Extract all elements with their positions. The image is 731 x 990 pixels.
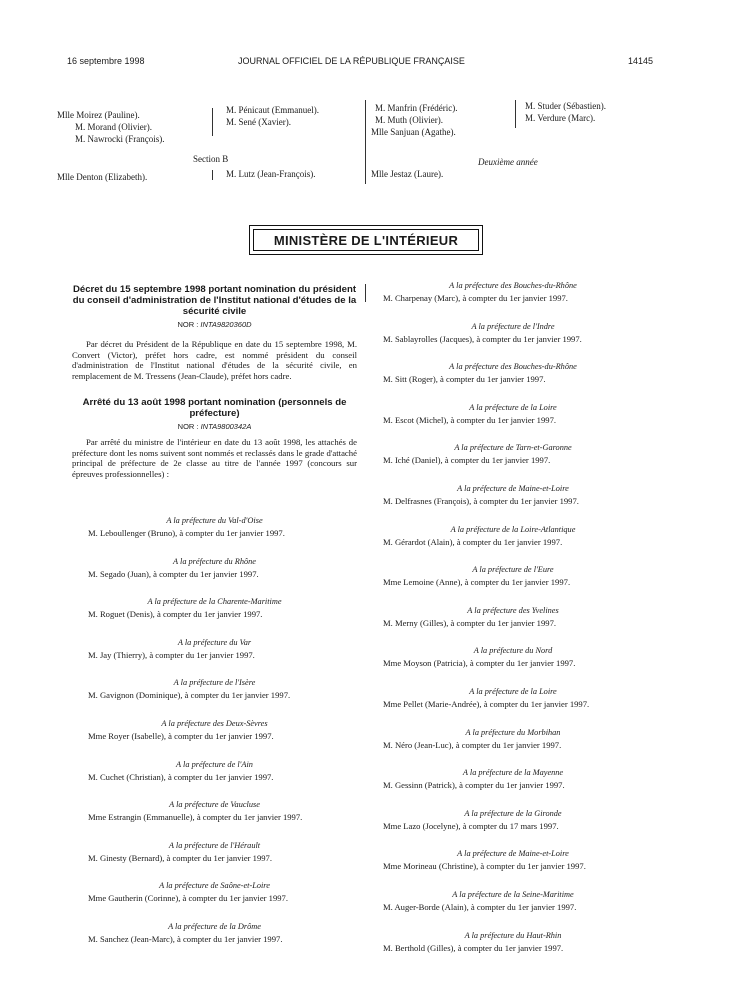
- prefecture-heading: A la préfecture de la Charente-Maritime: [147, 597, 282, 607]
- name-item: M. Studer (Sébastien).: [525, 101, 606, 111]
- prefecture-heading: A la préfecture de Vaucluse: [169, 800, 260, 810]
- prefecture-heading: A la préfecture du Rhône: [173, 556, 256, 566]
- arrete-nor: [72, 422, 357, 431]
- prefecture-heading: A la préfecture des Deux-Sèvres: [161, 718, 268, 728]
- name-item: Mlle Denton (Elizabeth).: [57, 172, 148, 182]
- prefecture-heading: A la préfecture de la Seine-Maritime: [452, 889, 574, 899]
- prefecture-heading: A la préfecture de Saône-et-Loire: [159, 881, 270, 891]
- appointment-entry: M. Escot (Michel), à compter du 1er janvier 1997.: [383, 414, 557, 425]
- name-item: Mlle Sanjuan (Agathe).: [371, 127, 456, 137]
- prefecture-heading: A la préfecture des Bouches-du-Rhône: [449, 362, 577, 372]
- appointment-entry: M. Delfrasnes (François), à compter du 1er janvier 1997.: [383, 495, 579, 506]
- appointment-entry: Mme Lazo (Jocelyne), à compter du 17 mars 1997.: [383, 820, 559, 831]
- column-divider: [365, 284, 366, 302]
- appointment-entry: Mme Royer (Isabelle), à compter du 1er janvier 1997.: [88, 730, 274, 741]
- name-item: Mlle Moirez (Pauline).: [57, 110, 140, 120]
- left-column: [72, 284, 357, 479]
- name-item: M. Morand (Olivier).: [75, 122, 152, 132]
- name-item: M. Nawrocki (François).: [75, 134, 165, 144]
- name-item: M. Verdure (Marc).: [525, 113, 596, 123]
- name-item: M. Muth (Olivier).: [375, 115, 443, 125]
- prefecture-heading: A la préfecture de l'Indre: [471, 321, 555, 331]
- appointment-entry: M. Jay (Thierry), à compter du 1er janvier 1997.: [88, 649, 255, 660]
- prefecture-heading: A la préfecture de la Drôme: [168, 921, 261, 931]
- appointment-entry: M. Gérardot (Alain), à compter du 1er janvier 1997.: [383, 536, 563, 547]
- appointment-entry: M. Cuchet (Christian), à compter du 1er janvier 1997.: [88, 771, 274, 782]
- arrete-title: Arrêté du 13 août 1998 portant nomination (personnels de préfecture): [82, 397, 347, 419]
- name-item: M. Manfrin (Frédéric).: [375, 103, 458, 113]
- prefecture-heading: A la préfecture de Tarn-et-Garonne: [454, 443, 572, 453]
- appointment-entry: Mme Moyson (Patricia), à compter du 1er janvier 1997.: [383, 658, 576, 669]
- nor-code: INTA9820360D: [200, 320, 252, 329]
- left-entries: [72, 514, 357, 961]
- nor-label: NOR :: [177, 320, 199, 329]
- decret-body: Par décret du Président de la République en date du 15 septembre 1998, M. Convert (Victor), préfet hors cadre, est nommé président du conseil d'administration de l'Institut national d'études de la sécurité civile, en remplacement de M. Tressens (Jean-Claude), préfet hors cadre.: [72, 339, 357, 381]
- appointment-entry: M. Leboullenger (Bruno), à compter du 1er janvier 1997.: [88, 528, 285, 538]
- prefecture-heading: A la préfecture des Bouches-du-Rhône: [449, 281, 577, 290]
- name-item: M. Lutz (Jean-François).: [226, 169, 316, 179]
- prefecture-heading: A la préfecture du Haut-Rhin: [464, 930, 562, 940]
- names-col2: [226, 104, 319, 128]
- appointment-entry: M. Sanchez (Jean-Marc), à compter du 1er janvier 1997.: [88, 933, 283, 944]
- column-divider: [212, 170, 213, 180]
- prefecture-heading: A la préfecture du Var: [177, 637, 252, 647]
- prefecture-heading: A la préfecture de Maine-et-Loire: [457, 483, 569, 493]
- page-date: 16 septembre 1998: [67, 56, 145, 66]
- arrete-body: Par arrêté du ministre de l'intérieur en date du 13 août 1998, les attachés de préfecture dont les noms suivent sont nommés et reclassés dans le grade d'attaché principal de préfecture de 2e classe au titre de l'année 1997 (concours sur épreuves professionnelles) :: [72, 437, 357, 479]
- nor-label: NOR :: [177, 422, 199, 431]
- prefecture-heading: A la préfecture de la Loire-Atlantique: [450, 524, 576, 534]
- ministry-title: MINISTÈRE DE L'INTÉRIEUR: [253, 229, 479, 251]
- appointment-entry: M. Charpenay (Marc), à compter du 1er janvier 1997.: [383, 293, 568, 303]
- prefecture-heading: A la préfecture de l'Hérault: [168, 840, 261, 850]
- right-entries: [383, 279, 643, 969]
- names-col4: [525, 100, 606, 124]
- prefecture-heading: A la préfecture de la Gironde: [464, 808, 562, 818]
- decret-title: Décret du 15 septembre 1998 portant nomination du président du conseil d'administration de l'Institut national d'études de la sécurité civile: [72, 284, 357, 317]
- appointment-entry: Mme Gautherin (Corinne), à compter du 1er janvier 1997.: [88, 893, 288, 904]
- names-col3: [371, 102, 457, 138]
- appointment-entry: M. Roguet (Denis), à compter du 1er janvier 1997.: [88, 609, 263, 620]
- prefecture-heading: A la préfecture du Val-d'Oise: [166, 516, 263, 525]
- prefecture-heading: A la préfecture du Morbihan: [465, 727, 561, 737]
- appointment-entry: M. Sitt (Roger), à compter du 1er janvier 1997.: [383, 374, 546, 385]
- ministry-title-box: [249, 225, 483, 255]
- prefecture-heading: A la préfecture de Maine-et-Loire: [457, 849, 569, 859]
- prefecture-heading: A la préfecture du Nord: [473, 646, 553, 656]
- deuxieme-annee-heading: Deuxième année: [478, 157, 538, 167]
- section-b-heading: Section B: [193, 154, 229, 164]
- prefecture-heading: A la préfecture de l'Eure: [472, 565, 554, 575]
- name-item: M. Sené (Xavier).: [226, 117, 291, 127]
- appointment-entry: Mme Lemoine (Anne), à compter du 1er janvier 1997.: [383, 577, 571, 588]
- appointment-entry: M. Ginesty (Bernard), à compter du 1er janvier 1997.: [88, 852, 272, 863]
- appointment-entry: M. Gessinn (Patrick), à compter du 1er janvier 1997.: [383, 780, 565, 791]
- column-divider: [212, 108, 213, 136]
- decret-nor: [72, 320, 357, 329]
- name-item: M. Pénicaut (Emmanuel).: [226, 105, 319, 115]
- appointment-entry: M. Segado (Juan), à compter du 1er janvier 1997.: [88, 568, 259, 579]
- name-item: Mlle Jestaz (Laure).: [371, 169, 444, 179]
- appointment-entry: Mme Pellet (Marie-Andrée), à compter du 1er janvier 1997.: [383, 698, 590, 709]
- page-number: 14145: [628, 56, 654, 66]
- appointment-entry: M. Auger-Borde (Alain), à compter du 1er janvier 1997.: [383, 901, 577, 912]
- nor-code: INTA9800342A: [200, 422, 252, 431]
- journal-title: JOURNAL OFFICIEL DE LA RÉPUBLIQUE FRANÇAISE: [238, 56, 465, 66]
- prefecture-heading: A la préfecture de l'Ain: [176, 759, 253, 769]
- appointment-entry: M. Merny (Gilles), à compter du 1er janvier 1997.: [383, 617, 557, 628]
- appointment-entry: M. Néro (Jean-Luc), à compter du 1er janvier 1997.: [383, 739, 562, 750]
- appointment-entry: M. Gavignon (Dominique), à compter du 1er janvier 1997.: [88, 690, 291, 701]
- column-divider: [365, 100, 366, 184]
- names-col1: [57, 109, 164, 145]
- prefecture-heading: A la préfecture de la Loire: [469, 686, 557, 696]
- prefecture-heading: A la préfecture de l'Isère: [173, 678, 256, 688]
- appointment-entry: M. Iché (Daniel), à compter du 1er janvier 1997.: [383, 455, 551, 466]
- prefecture-heading: A la préfecture des Yvelines: [467, 605, 559, 615]
- appointment-entry: M. Sablayrolles (Jacques), à compter du 1er janvier 1997.: [383, 333, 582, 344]
- prefecture-heading: A la préfecture de la Loire: [469, 402, 557, 412]
- prefecture-heading: A la préfecture de la Mayenne: [462, 768, 564, 778]
- appointment-entry: Mme Morineau (Christine), à compter du 1er janvier 1997.: [383, 861, 586, 872]
- appointment-entry: M. Berthold (Gilles), à compter du 1er janvier 1997.: [383, 942, 564, 953]
- appointment-entry: Mme Estrangin (Emmanuelle), à compter du 1er janvier 1997.: [88, 812, 303, 823]
- column-divider: [515, 100, 516, 128]
